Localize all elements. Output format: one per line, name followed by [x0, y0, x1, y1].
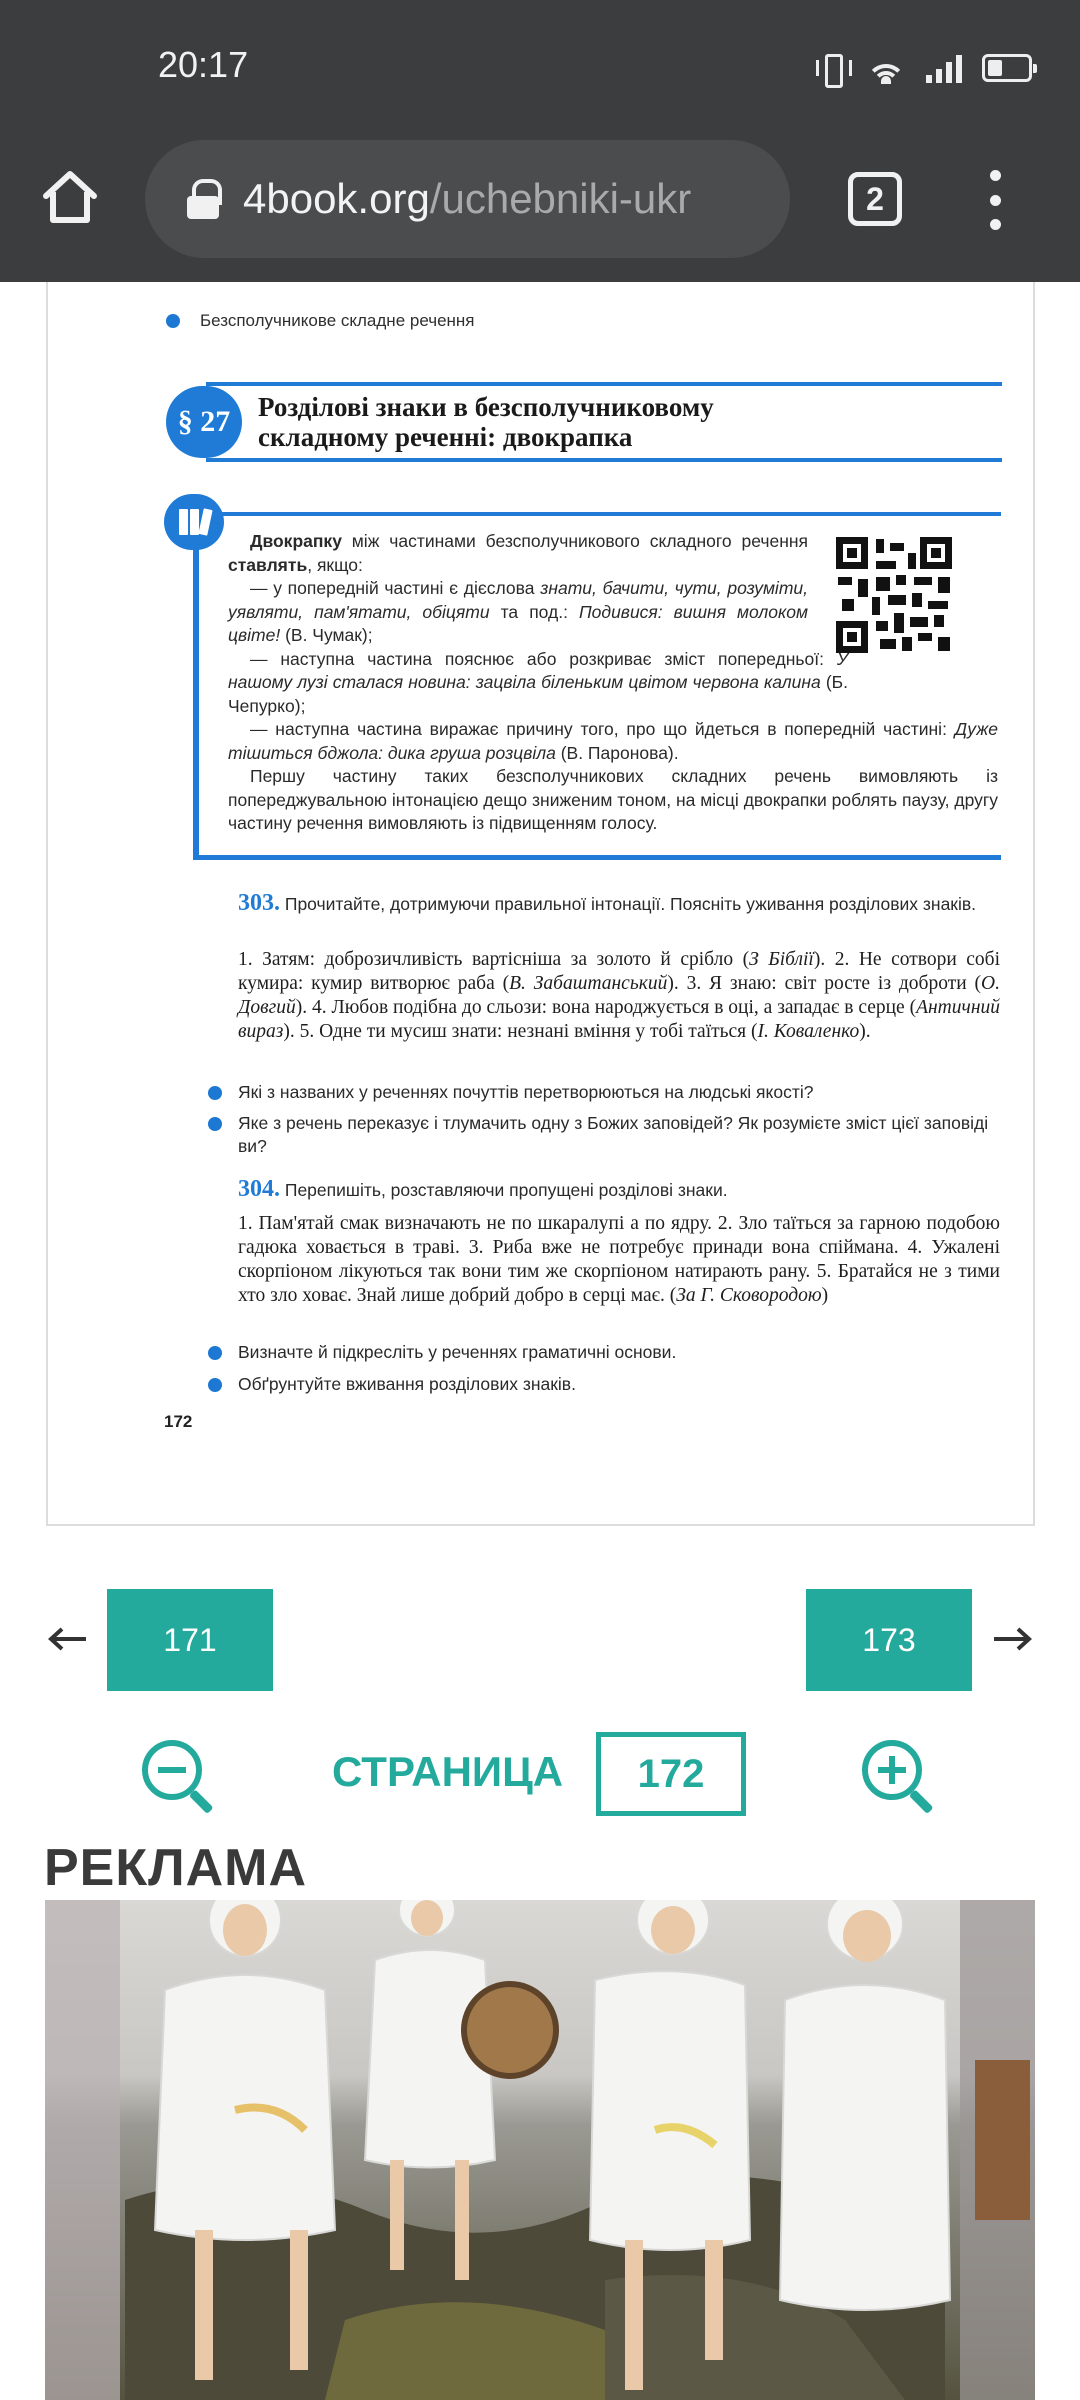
printed-page-number: 172: [164, 1412, 193, 1431]
vibrate-icon: [816, 52, 846, 84]
signal-icon: [926, 53, 962, 83]
ad-image[interactable]: [45, 1900, 1035, 2400]
arrow-right-icon[interactable]: [992, 1624, 1034, 1654]
lock-icon: [187, 179, 219, 219]
more-menu-icon[interactable]: [985, 170, 1005, 230]
exercise-303-question-1: Які з названих у реченнях почуттів перетворюються на людські якості?: [238, 1082, 814, 1102]
section-number: § 27: [166, 386, 242, 458]
bullet-icon: [166, 314, 180, 328]
exercise-303-task: 303. Прочитайте, дотримуючи правильної інтонації. Поясніть уживання розділових знаків.: [238, 890, 977, 916]
textbook-page-viewer: [46, 282, 1035, 1526]
page-label: СТРАНИЦА: [332, 1748, 564, 1795]
section-header: [166, 382, 1002, 462]
exercise-303-text: 1. Затям: доброзичливість вартісніша за золото й срібло (З Біблії). 2. Не сотвори собі кумира: кумир витворює раба (В. Забаштанський). 3. Я знаю: світ росте із доброти (О. Довгий). 4. Любов подібна до сльози: вона народжується в оці, а западає в серце (Античний вираз). 5. Одне ти мусиш знати: незнані вміння у тобі таїться (І. Коваленко).: [238, 949, 1001, 1042]
battery-icon: [982, 54, 1032, 82]
bullet-icon: [208, 1346, 222, 1360]
ad-label: РЕКЛАМА: [44, 1839, 308, 1897]
arrow-left-icon[interactable]: [46, 1624, 88, 1654]
zoom-in-icon[interactable]: [862, 1740, 934, 1812]
tab-switcher-button[interactable]: 2: [848, 172, 902, 226]
exercise-304-text: 1. Пам'ятай смак визначають не по шкаралупі а по ядру. 2. Зло таїться за гарною подобою гадюка ховається в траві. 3. Риба вже не потребує принади вона спіймана. 4. Ужалені скорпіоном лікуються так вони тим же скорпіоном натирають рану. 5. Братайся не з тими хто зло ховає. Знай лише добрий добро в серці має. (За Г. Сковородою): [238, 1213, 1000, 1306]
topic-label: Безсполучникове складне речення: [200, 311, 475, 330]
bullet-icon: [208, 1378, 222, 1392]
next-page-button[interactable]: 173: [806, 1589, 972, 1691]
status-time: 20:17: [158, 44, 249, 85]
exercise-303-question-2: Яке з речень переказує і тлумачить одну з Божих заповідей? Як розумієте зміст цієї заповіді ви?: [238, 1113, 989, 1156]
wifi-icon: [866, 52, 906, 84]
rule-text: Двокрапку між частинами безсполучникового складного речення ставлять, якщо: — у попередній частині є дієслова знати, бачити, чути, розуміти, уявляти, пам'ятати, обіцяти та под.: Подивися: вишня молоком цвіте! (В. Чумак); — наступна частина пояснює або розкриває зміст попередньої: У нашому лузі сталася новина: зацвіла біленьким цвітом червона калина (Б. Чепурко); — наступна частина виражає причину того, про що йдеться в попередній частині: Дуже тішиться бджола: дика груша розцвіла (В. Паронова). Першу частину таких безсполучникових складних речень вимовляють із попереджувальною інтонацією дещо зниженим тоном, на місці двокрапки роблять паузу, другу частину речення вимовляють із підвищенням голосу.: [228, 531, 998, 833]
address-bar[interactable]: [145, 140, 790, 258]
browser-top-bar: [0, 0, 1080, 282]
zoom-out-icon[interactable]: [142, 1740, 214, 1812]
exercise-304-question-2: Обґрунтуйте вживання розділових знаків.: [238, 1374, 576, 1394]
exercise-304-task: 304. Перепишіть, розставляючи пропущені розділові знаки.: [238, 1176, 728, 1202]
prev-page-button[interactable]: 171: [107, 1589, 273, 1691]
home-icon[interactable]: [40, 168, 100, 224]
bullet-icon: [208, 1086, 222, 1100]
page-number-input[interactable]: 172: [596, 1732, 746, 1816]
textbook-page: [48, 282, 1035, 1526]
bullet-icon: [208, 1117, 222, 1131]
status-icons: [816, 48, 1032, 88]
book-icon: [164, 494, 224, 550]
section-title: Розділові знаки в безсполучниковому складному реченні: двокрапка: [258, 392, 714, 452]
url-text[interactable]: 4book.org/uchebniki-ukr: [243, 175, 692, 222]
exercise-304-question-1: Визначте й підкресліть у реченнях граматичні основи.: [238, 1342, 677, 1362]
